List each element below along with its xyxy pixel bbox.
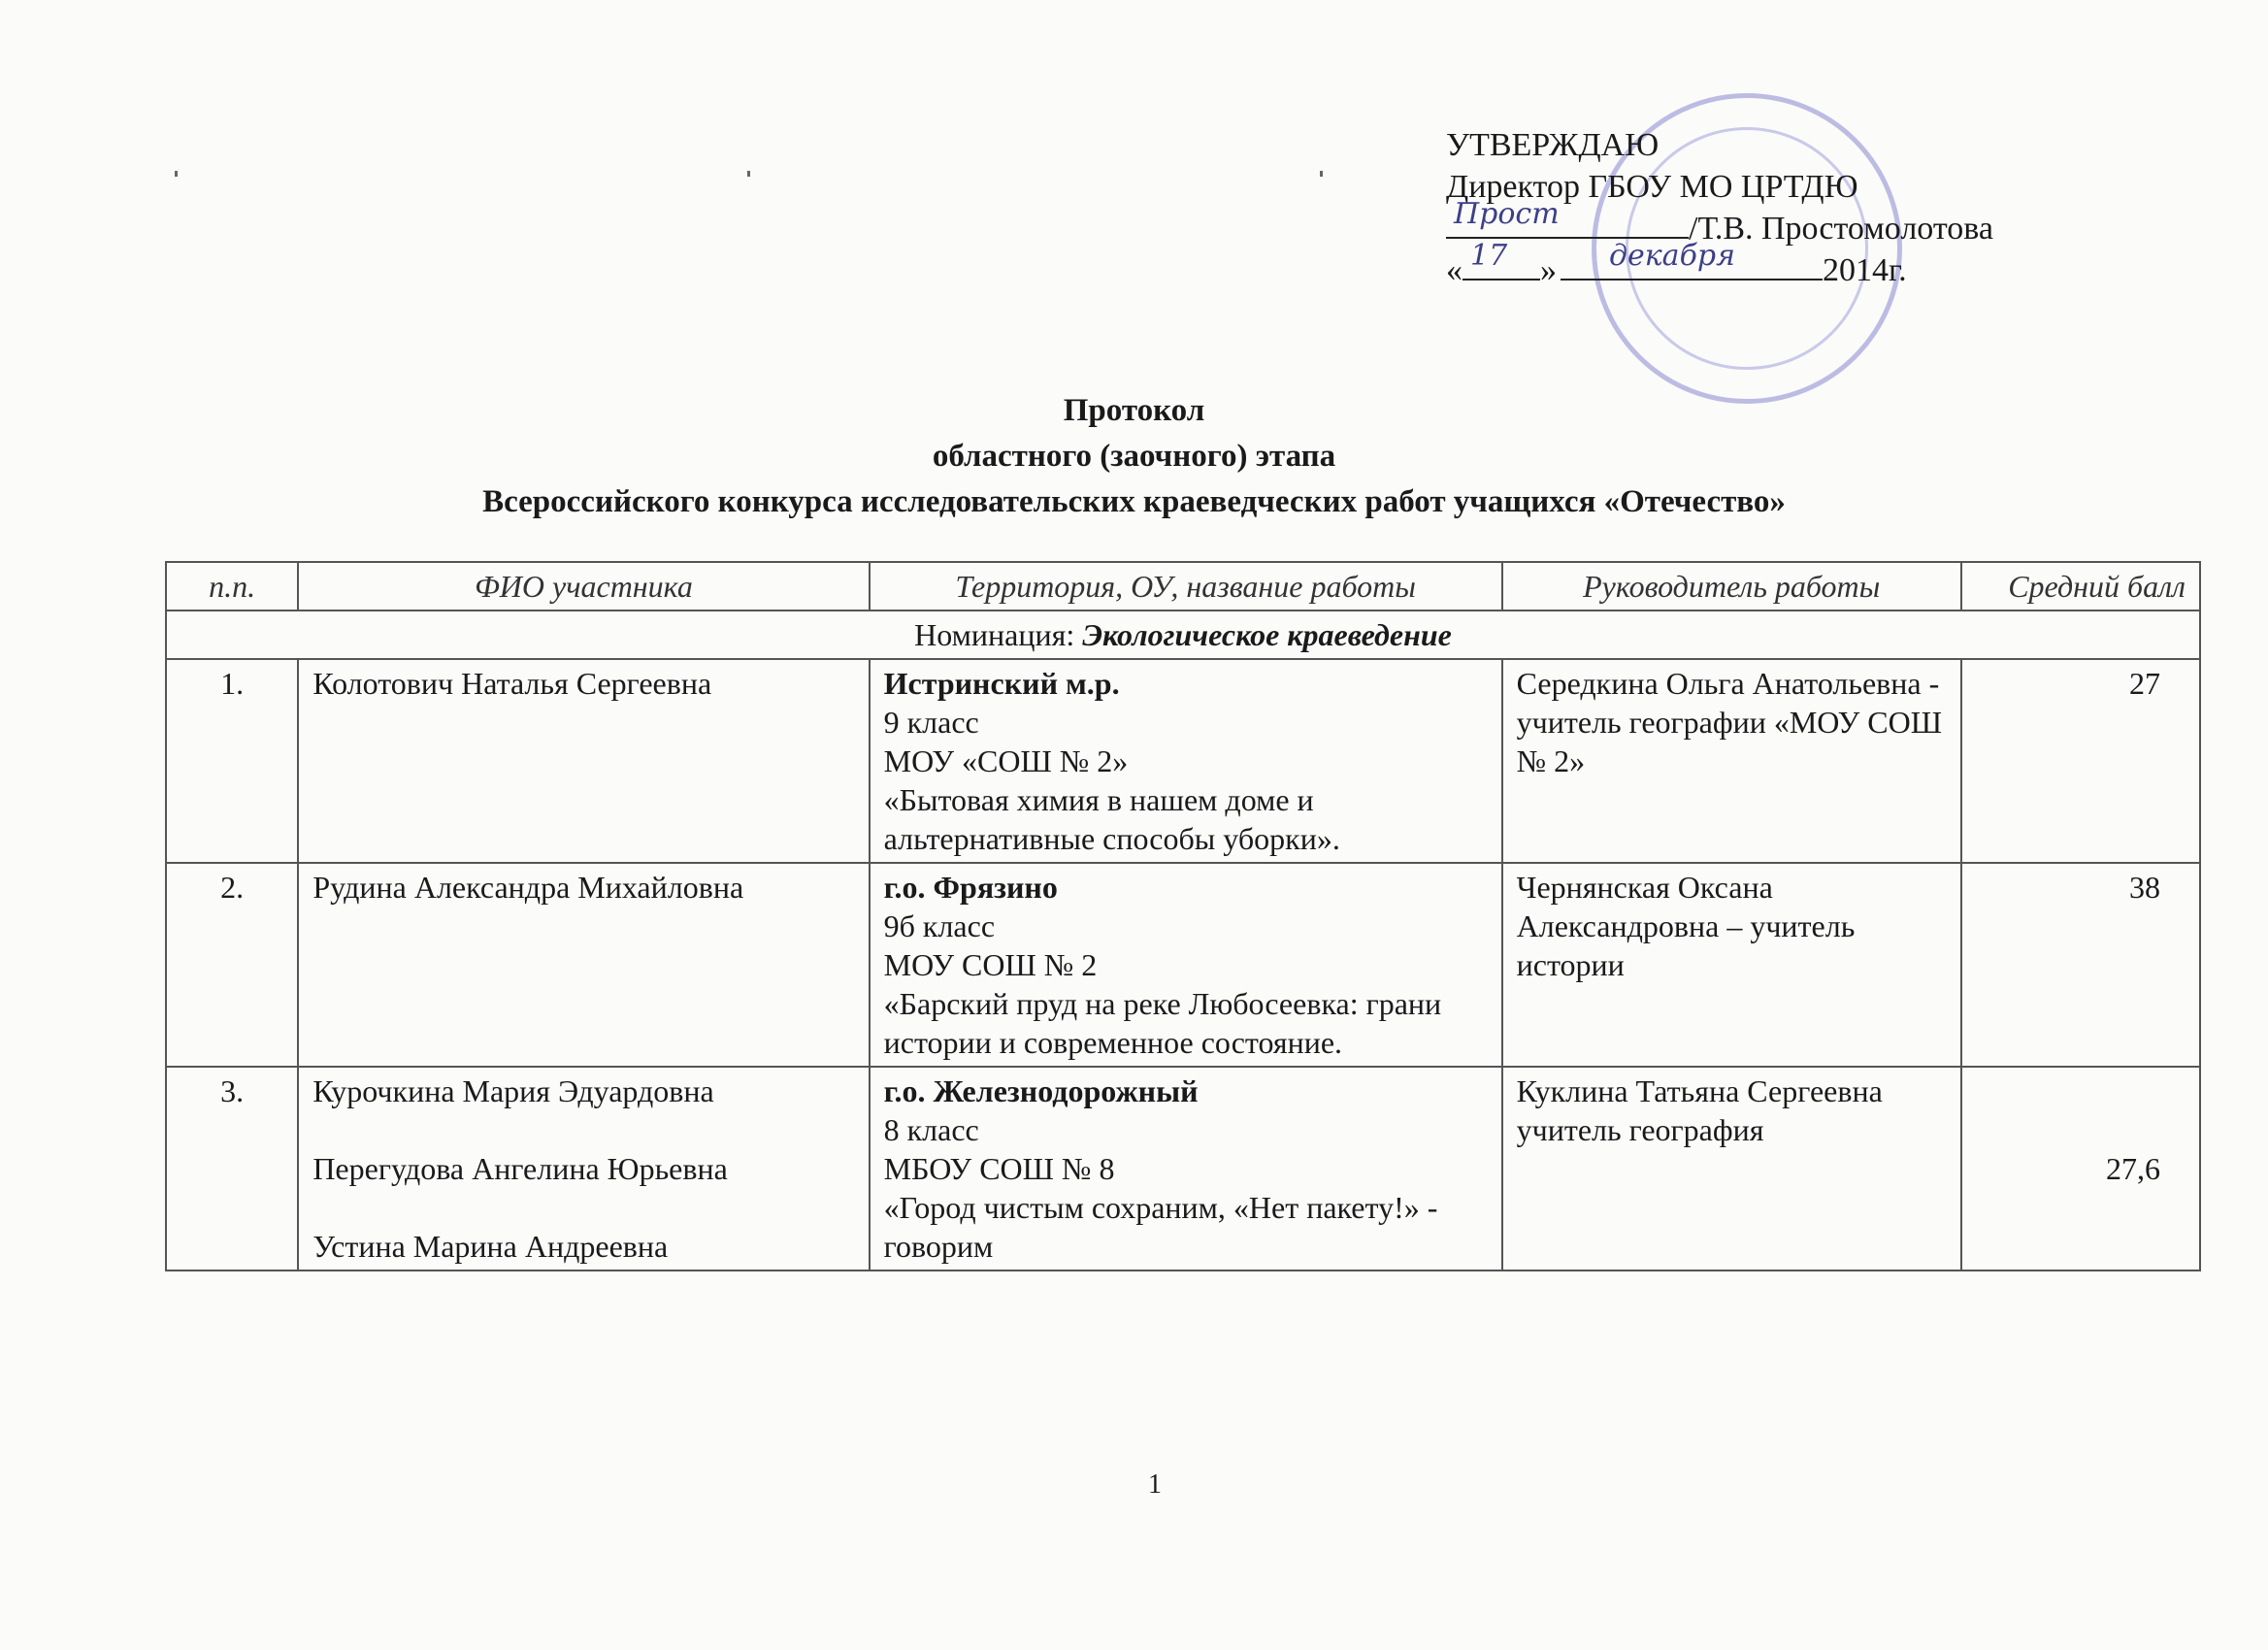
header-number: п.п. (166, 562, 298, 610)
title-line-1: Протокол (1063, 393, 1205, 428)
date-day: 17 (1470, 239, 1508, 273)
approval-position: Директор ГБОУ МО ЦРТДЮ (1446, 169, 1858, 205)
header-territory: Территория, ОУ, название работы (870, 562, 1502, 610)
score-cell (1961, 1067, 2200, 1270)
territory-cell (870, 659, 1502, 863)
date-quote-close: » (1540, 252, 1557, 288)
row-number-text: 2. (220, 870, 245, 905)
supervisor-text: учитель географии «МОУ СОШ № 2» (1516, 705, 1942, 778)
table-row (166, 659, 2200, 863)
participant-cell (298, 863, 869, 1067)
supervisor-text: Куклина Татьяна Сергеевна учитель география (1516, 1073, 1883, 1147)
approval-block (1446, 124, 2067, 291)
territory-cell (870, 1067, 1502, 1270)
date-month: декабря (1609, 239, 1735, 273)
scan-speck (175, 171, 178, 177)
score-value: 27 (2129, 666, 2160, 701)
nomination-row (166, 610, 2200, 659)
participant-name: Рудина Александра Михайловна (312, 870, 744, 905)
date-quote-open: « (1446, 252, 1463, 288)
approval-heading: УТВЕРЖДАЮ (1446, 127, 1660, 163)
row-number (166, 863, 298, 1067)
nomination-value: Экологическое краеведение (1082, 617, 1452, 652)
work-detail: «Барский пруд на реке Любосеевка: грани истории и современное состояние. (883, 986, 1442, 1060)
territory-cell (870, 863, 1502, 1067)
work-detail: 9 класс (883, 705, 979, 740)
nomination-label: Номинация: (914, 617, 1083, 652)
table-header-row (166, 562, 2200, 610)
work-detail: МОУ СОШ № 2 (883, 947, 1098, 982)
date-month-field (1561, 239, 1823, 280)
participant-cell (298, 1067, 869, 1270)
row-number-text: 3. (220, 1073, 245, 1108)
supervisor-text: Середкина Ольга Анатольевна - (1516, 666, 1940, 701)
title-line-3: Всероссийского конкурса исследовательских краеведческих работ учащихся «Отечество» (482, 484, 1786, 519)
participant-name: Колотович Наталья Сергеевна (312, 666, 712, 701)
work-detail: «Город чистым сохраним, «Нет пакету!» - говорим (883, 1190, 1438, 1264)
header-score: Средний балл (1961, 562, 2200, 610)
table-row (166, 1067, 2200, 1270)
table-row (166, 863, 2200, 1067)
supervisor-cell (1502, 863, 1961, 1067)
territory-name: г.о. Железнодорожный (883, 1073, 1199, 1108)
supervisor-text: Чернянская Оксана Александровна – учитель истории (1516, 870, 1856, 982)
row-number (166, 659, 298, 863)
document-title (0, 388, 2268, 525)
scan-speck (747, 171, 750, 177)
score-cell (1961, 659, 2200, 863)
score-value: 38 (2129, 870, 2160, 905)
supervisor-cell (1502, 1067, 1961, 1270)
header-supervisor: Руководитель работы (1502, 562, 1961, 610)
approval-signer: Т.В. Простомолотова (1697, 211, 1993, 247)
work-detail: «Бытовая химия в нашем доме и альтернативные способы уборки». (883, 782, 1340, 856)
work-detail: 8 класс (883, 1112, 979, 1147)
date-day-field (1463, 239, 1540, 280)
work-detail: МОУ «СОШ № 2» (883, 743, 1129, 778)
score-cell (1961, 863, 2200, 1067)
participant-cell (298, 659, 869, 863)
supervisor-cell (1502, 659, 1961, 863)
nomination-cell (166, 610, 2200, 659)
row-number (166, 1067, 298, 1270)
header-participant: ФИО участника (298, 562, 869, 610)
date-year: 2014г. (1823, 252, 1907, 288)
participant-name: Перегудова Ангелина Юрьевна (312, 1151, 728, 1186)
protocol-table (165, 561, 2201, 1271)
territory-name: Истринский м.р. (883, 666, 1120, 701)
page-number: 1 (1148, 1469, 1162, 1500)
approval-date (1446, 239, 2067, 291)
scan-speck (1320, 171, 1323, 177)
work-detail: МБОУ СОШ № 8 (883, 1151, 1115, 1186)
approval-signature-line: Прост /Т.В. Простомолотова (1446, 208, 2067, 249)
row-number-text: 1. (220, 666, 245, 701)
participant-name: Курочкина Мария Эдуардовна (312, 1073, 714, 1108)
territory-name: г.о. Фрязино (883, 870, 1058, 905)
signature-handwriting: Прост (1454, 197, 1560, 231)
participant-name: Устина Марина Андреевна (312, 1229, 669, 1264)
score-value: 27,6 (2106, 1151, 2160, 1186)
work-detail: 9б класс (883, 908, 996, 943)
title-line-2: областного (заочного) этапа (932, 439, 1336, 474)
